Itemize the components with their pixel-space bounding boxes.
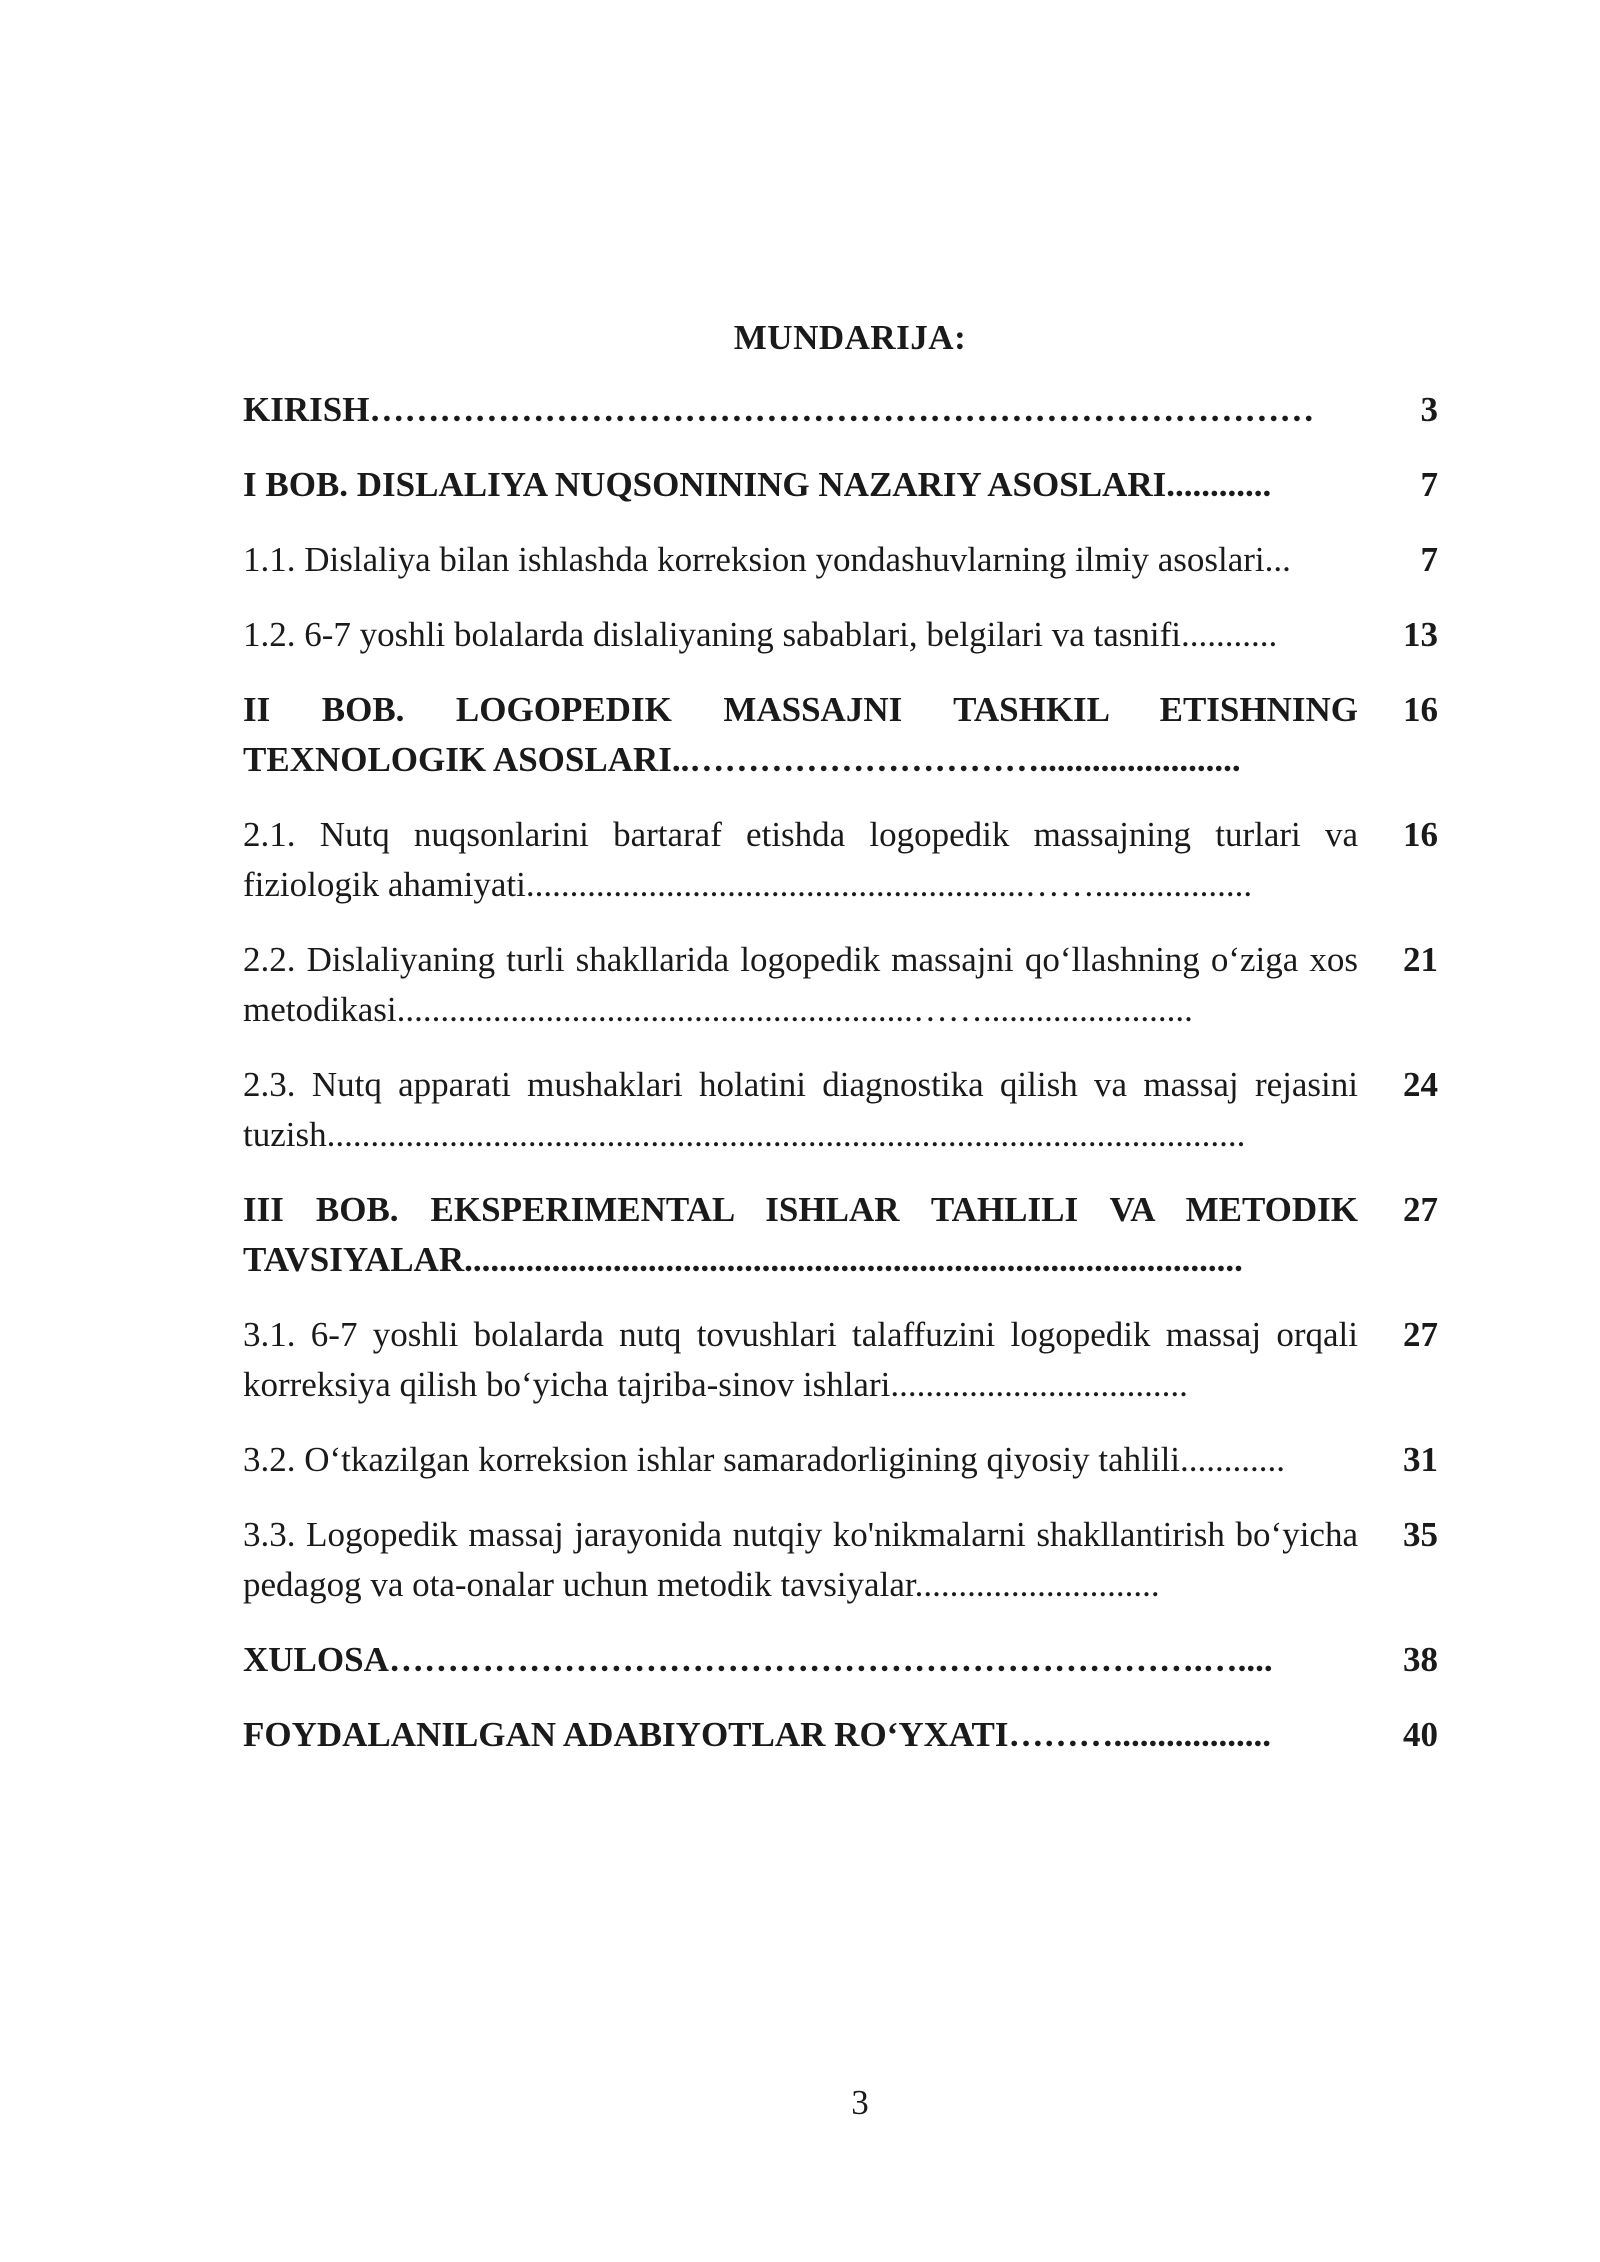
toc-entry[interactable] xyxy=(243,610,1438,660)
toc-entry-page: 16 xyxy=(1403,690,1438,729)
toc-entry[interactable] xyxy=(243,1435,1438,1485)
toc-entry-page: 38 xyxy=(1403,1640,1438,1679)
toc-entry[interactable] xyxy=(243,1635,1438,1685)
toc-entry-text: 1.1. Dislaliya bilan ishlashda korreksion yondashuvlarning ilmiy asoslari... xyxy=(243,540,1291,579)
toc-entry-page: 21 xyxy=(1403,940,1438,979)
toc-entry-text: 3.1. 6-7 yoshli bolalarda nutq tovushlari talaffuzini logopedik massaj orqali korreksiya qilish bo‘yicha tajriba-sinov ishlari.................................. xyxy=(243,1315,1358,1404)
toc-entry-page: 13 xyxy=(1403,615,1438,654)
toc-entry-text: I BOB. DISLALIYA NUQSONINING NAZARIY ASOSLARI............ xyxy=(243,465,1272,504)
toc-entry[interactable] xyxy=(243,1510,1438,1610)
toc-entry[interactable] xyxy=(243,1185,1438,1285)
toc-entry-text: KIRISH……………………………………………………………………… xyxy=(243,390,1315,429)
toc-entry-text: 2.1. Nutq nuqsonlarini bartaraf etishda logopedik massajning turlari va fiziologik ahamiyati.........................................................…….................. xyxy=(243,815,1358,904)
toc-entry-page: 31 xyxy=(1403,1440,1438,1479)
toc-entry-page: 35 xyxy=(1403,1515,1438,1554)
toc-entry-page: 24 xyxy=(1403,1065,1438,1104)
toc-entry-page: 40 xyxy=(1403,1715,1438,1754)
toc-entry-text: III BOB. EKSPERIMENTAL ISHLAR TAHLILI VA METODIK TAVSIYALAR......................................................................................... xyxy=(243,1190,1358,1279)
page-number: 3 xyxy=(851,2083,869,2122)
toc-entry-page: 27 xyxy=(1403,1190,1438,1229)
toc-entry-text: 2.2. Dislaliyaning turli shakllarida logopedik massajni qo‘llashning o‘ziga xos metodikasi...........................................................……........................ xyxy=(243,940,1358,1029)
toc-entry[interactable] xyxy=(243,685,1438,785)
toc-entry-page: 7 xyxy=(1420,465,1438,504)
toc-entry[interactable] xyxy=(243,1060,1438,1160)
toc-entry-page: 7 xyxy=(1420,540,1438,579)
toc-entry-page: 3 xyxy=(1420,390,1438,429)
toc-entry-text: 3.3. Logopedik massaj jarayonida nutqiy ko'nikmalarni shakllantirish bo‘yicha pedagog va ota-onalar uchun metodik tavsiyalar............................ xyxy=(243,1515,1358,1604)
toc-entry-text: 1.2. 6-7 yoshli bolalarda dislaliyaning sabablari, belgilari va tasnifi........... xyxy=(243,615,1278,654)
toc-entry-text: XULOSA…………………………………………………………….….... xyxy=(243,1640,1273,1679)
toc-title: MUNDARIJA: xyxy=(733,318,967,357)
toc-entry[interactable] xyxy=(243,810,1438,910)
toc-entry[interactable] xyxy=(243,1310,1438,1410)
toc-entry[interactable] xyxy=(243,460,1438,510)
toc-entry[interactable] xyxy=(243,535,1438,585)
toc-entry[interactable] xyxy=(243,935,1438,1035)
toc-entry-text: 3.2. O‘tkazilgan korreksion ishlar samaradorligining qiyosiy tahlili............ xyxy=(243,1440,1286,1479)
toc-entry-text: II BOB. LOGOPEDIK MASSAJNI TASHKIL ETISHNING TEXNOLOGIK ASOSLARI..…………………………....................... xyxy=(243,690,1358,779)
toc-entry-page: 27 xyxy=(1403,1315,1438,1354)
toc-entry-text: 2.3. Nutq apparati mushaklari holatini diagnostika qilish va massaj rejasini tuzish......................................................................................................... xyxy=(243,1065,1358,1154)
toc-entry[interactable] xyxy=(243,1710,1438,1760)
table-of-contents xyxy=(243,385,1438,1785)
toc-entry-page: 16 xyxy=(1403,815,1438,854)
toc-entry-text: FOYDALANILGAN ADABIYOTLAR RO‘YXATI……….................. xyxy=(243,1715,1272,1754)
toc-entry[interactable] xyxy=(243,385,1438,435)
